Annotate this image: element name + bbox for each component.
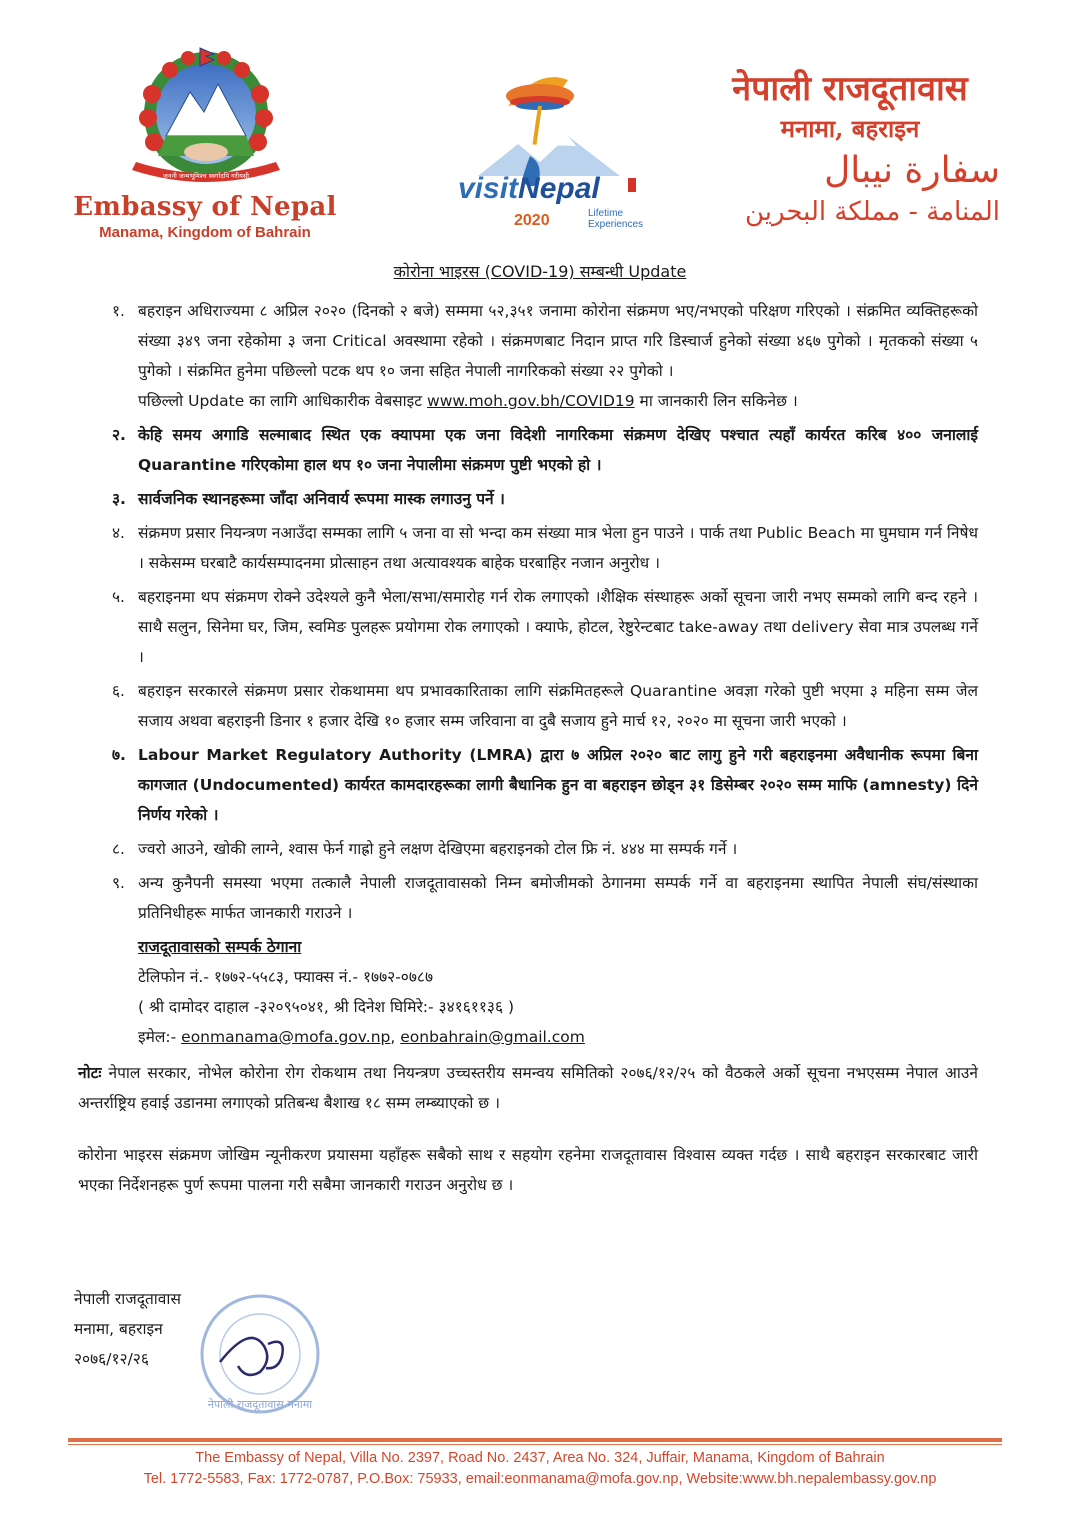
item-text: Labour Market Regulatory Authority (LMRA) द्वारा ७ अप्रिल २०२० बाट लागु हुने गरी बहराइनमा अवैधानीक रूपमा बिना कागजात (Undocumented) कार्यरत कामदारहरूका लागी बैधानिक हुन वा बहराइन छोड्न ३१ डिसेम्बर २०२० सम्म माफि (amnesty) दिने निर्णय गरेको । xyxy=(138,746,978,824)
seal-text: नेपाली राजदूतावास मनामा xyxy=(207,1398,313,1411)
item-number: ३. xyxy=(112,490,126,508)
list-item xyxy=(78,420,978,480)
embassy-location-ar: المنامة - مملكة البحرين xyxy=(745,197,1000,227)
list-item xyxy=(78,868,978,928)
tagline-line-1: Lifetime xyxy=(588,208,624,219)
item-text: केहि समय अगाडि सल्माबाद स्थित एक क्यापमा एक जना विदेशी नागरिकमा संक्रमण देखिए पश्चात त्यहाँ कार्यरत करिब ४०० जनालाई Quarantine गरिएकोमा हाल थप १० जना नेपालीमा संक्रमण पुष्टी भएको हो । xyxy=(138,426,978,474)
moh-website-link[interactable]: www.moh.gov.bh/COVID19 xyxy=(427,392,635,410)
list-item xyxy=(78,296,978,416)
visit-nepal-wordmark xyxy=(458,172,678,230)
item-text: संक्रमण प्रसार नियन्त्रण नआउँदा सम्मका लागि ५ जना वा सो भन्दा कम संख्या मात्र भेला हुन पाउने । पार्क तथा Public Beach मा घुमघाम गर्न निषेध । सकेसम्म घरबाटै कार्यसम्पादनमा प्रोत्साहन तथा अत्यावश्यक बाहेक घरबाहिर नजान अनुरोध । xyxy=(138,524,978,572)
visit-year: 2020 xyxy=(514,212,550,229)
item-extra-before: पछिल्लो Update का लागि आधिकारीक वेबसाइट xyxy=(138,392,423,410)
contact-phone: टेलिफोन नं.- १७७२-५५८३, फ्याक्स नं.- १७७२-०७८७ xyxy=(138,968,434,986)
item-number: ८. xyxy=(112,840,125,858)
note-paragraph xyxy=(78,1058,978,1118)
nepal-emblem-logo xyxy=(118,44,294,194)
signature-line-1: नेपाली राजदूतावास xyxy=(74,1290,181,1308)
signature-line-2: मनामा, बहराइन xyxy=(74,1320,163,1338)
email-separator: , xyxy=(390,1028,396,1046)
emblem-motto: जननी जन्मभूमिश्च स्वर्गादपि गरीयसी xyxy=(163,172,249,180)
signature-date: २०७६/१२/२६ xyxy=(74,1350,149,1368)
item-text xyxy=(138,296,978,416)
embassy-name-ar-block xyxy=(700,150,1000,227)
item-number: ६. xyxy=(112,682,125,700)
contact-block xyxy=(138,932,978,1052)
nepal-word: Nepal xyxy=(518,172,600,205)
item-extra xyxy=(138,386,978,416)
list-item xyxy=(78,582,978,672)
item-text: सार्वजनिक स्थानहरूमा जाँदा अनिवार्य रूपमा मास्क लगाउनु पर्ने । xyxy=(138,490,505,508)
embassy-name-ar: سفارة نيبال xyxy=(824,150,1000,191)
embassy-location-ne: मनामा, बहराइन xyxy=(780,114,920,143)
list-item xyxy=(78,518,978,578)
contact-persons: ( श्री दामोदर दाहाल -३२०९५०४१, श्री दिनेश घिमिरे:- ३४१६११३६ ) xyxy=(138,998,514,1016)
embassy-name-en-block xyxy=(60,192,350,241)
item-number: ५. xyxy=(112,588,125,606)
note-text: नेपाल सरकार, नोभेल कोरोना रोग रोकथाम तथा नियन्त्रण उच्चस्तरीय समन्वय समितिको २०७६/१२/२५ को वैठकले अर्को सूचना नभएसम्म नेपाल आउने अन्तर्राष्ट्रिय हवाई उडानमा लगाएको प्रतिबन्ध बैशाख १८ सम्म लम्ब्याएको छ । xyxy=(78,1064,978,1112)
item-number: ७. xyxy=(112,746,126,764)
email-label: इमेल:- xyxy=(138,1028,177,1046)
visit-tagline xyxy=(588,208,643,230)
footer-line-2: Tel. 1772-5583, Fax: 1772-0787, P.O.Box: 75933, email:eonmanama@mofa.gov.np, Website:www.bh.nepalembassy.gov.np xyxy=(143,1471,937,1487)
item-text: अन्य कुनैपनी समस्या भएमा तत्कालै नेपाली राजदूतावासको निम्न बमोजीमको ठेगानमा सम्पर्क गर्ने वा बहराइनमा स्थापित नेपाली संघ/संस्थाका प्रतिनिधीहरू मार्फत जानकारी गराउने । xyxy=(138,874,978,922)
list-item xyxy=(78,834,978,864)
item-paragraph: बहराइन अधिराज्यमा ८ अप्रिल २०२० (दिनको २ बजे) सम्ममा ५२,३५१ जनामा कोरोना संक्रमण भए/नभएको परिक्षण गरिएको । संक्रमित व्यक्तिहरूको संख्या ३४९ जना रहेकोमा ३ जना Critical अवस्थामा रहेको । संक्रमणबाट निदान प्राप्त गरि डिस्चार्ज हुनेको संख्या ४६७ पुगेको । मृतकको संख्या ५ पुगेको । संक्रमित हुनेमा पछिल्लो पटक थप १० जना सहित नेपाली नागरिकको संख्या २२ पुगेको । xyxy=(138,302,978,380)
item-text: बहराइन सरकारले संक्रमण प्रसार रोकथाममा थप प्रभावकारिताका लागि संक्रमितहरूले Quarantine अवज्ञा गरेको पुष्टी भएमा ३ महिना सम्म जेल सजाय अथवा बहराइनी डिनार १ हजार देखि १० हजार सम्म जरिवाना वा दुबै सजाय हुने मार्च १२, २०२० मा सूचना जारी भएको । xyxy=(138,682,978,730)
email-link-2[interactable]: eonbahrain@gmail.com xyxy=(400,1028,585,1046)
signature-block xyxy=(74,1284,181,1374)
embassy-seal-stamp xyxy=(190,1284,330,1424)
embassy-name-ne-block xyxy=(700,64,1000,145)
item-number: १. xyxy=(112,302,125,320)
tagline-line-2: Experiences xyxy=(588,219,644,230)
visit-word: visit xyxy=(458,172,519,205)
list-item xyxy=(78,676,978,736)
email-link-1[interactable]: eonmanama@mofa.gov.np xyxy=(181,1028,391,1046)
item-number: ९. xyxy=(112,874,125,892)
contact-heading: राजदूतावासको सम्पर्क ठेगाना xyxy=(138,938,302,956)
contact-email-line xyxy=(138,1022,978,1052)
embassy-name-ne: नेपाली राजदूतावास xyxy=(732,69,968,109)
item-text: बहराइनमा थप संक्रमण रोक्ने उदेश्यले कुनै भेला/सभा/समारोह गर्न रोक लगाएको ।शैक्षिक संस्थाहरू अर्को सूचना जारी नभए सम्मको लागि बन्द रहने । साथै सलुन, सिनेमा घर, जिम, स्वमिङ पुलहरू प्रयोगमा रोक लगाएको । क्याफे, होटल, रेष्टुरेन्टबाट take-away तथा delivery सेवा मात्र उपलब्ध गर्ने । xyxy=(138,588,978,666)
document-body xyxy=(78,296,978,1200)
item-number: २. xyxy=(112,426,126,444)
list-item xyxy=(78,740,978,830)
item-text: ज्वरो आउने, खोकी लाग्ने, श्वास फेर्न गाह्रो हुने लक्षण देखिएमा बहराइनको टोल फ्रि नं. ४४४ मा सम्पर्क गर्ने । xyxy=(138,840,738,858)
subject-text: कोरोना भाइरस (COVID-19) सम्बन्धी Update xyxy=(393,262,687,281)
footer-rule xyxy=(68,1438,1002,1442)
footer-address xyxy=(0,1448,1080,1490)
list-item xyxy=(78,484,978,514)
item-extra-after: मा जानकारी लिन सकिनेछ । xyxy=(639,392,798,410)
note-label: नोटः xyxy=(78,1064,102,1082)
footer-line-1: The Embassy of Nepal, Villa No. 2397, Road No. 2437, Area No. 324, Juffair, Manama, Kingdom of Bahrain xyxy=(195,1450,885,1466)
document-subject xyxy=(0,260,1080,282)
embassy-location-en: Manama, Kingdom of Bahrain xyxy=(99,224,311,241)
closing-paragraph: कोरोना भाइरस संक्रमण जोखिम न्यूनीकरण प्रयासमा यहाँहरू सबैको साथ र सहयोग रहनेमा राजदूतावास विश्वास व्यक्त गर्दछ । साथै बहराइन सरकारबाट जारी भएका निर्देशनहरू पुर्ण रूपमा पालना गरी सबैमा जानकारी गराउन अनुरोध छ । xyxy=(78,1146,978,1194)
embassy-name-en: Embassy of Nepal xyxy=(73,192,337,222)
footer-rule-thin xyxy=(68,1444,1002,1445)
item-number: ४. xyxy=(112,524,125,542)
